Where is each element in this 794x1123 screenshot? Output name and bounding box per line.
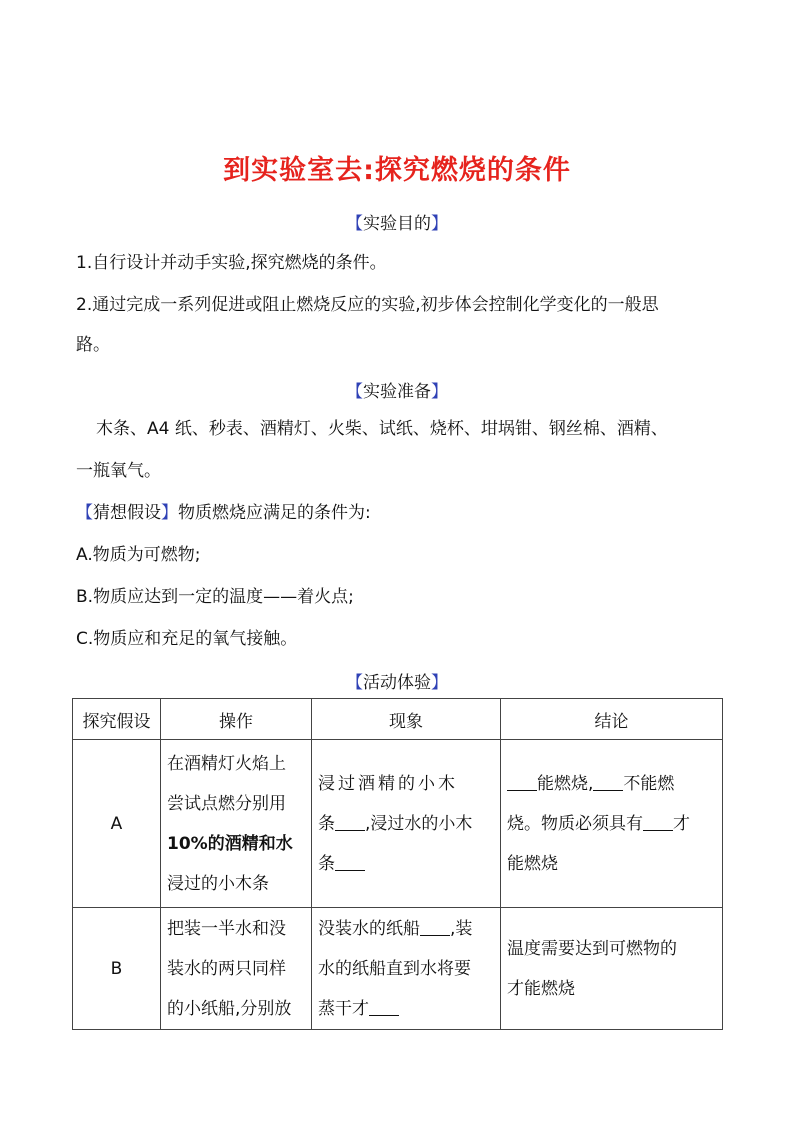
preparation-heading: 【实验准备】 bbox=[346, 382, 448, 402]
row-a-con-text: 不能燃 bbox=[623, 773, 675, 794]
row-b-op-line: 装水的两只同样 bbox=[167, 958, 286, 979]
row-b-ph-line bbox=[318, 989, 494, 1029]
preparation-heading-text: 实验准备 bbox=[363, 382, 431, 402]
answer-blank bbox=[335, 853, 365, 871]
activity-heading-text: 活动体验 bbox=[363, 673, 431, 693]
row-a-op-line: 10%的酒精和水 bbox=[167, 833, 293, 854]
purpose-item-1: 1.自行设计并动手实验,探究燃烧的条件。 bbox=[76, 253, 387, 273]
row-b-phenomenon bbox=[312, 908, 501, 1030]
col-header-hypothesis: 探究假设 bbox=[73, 699, 161, 740]
purpose-heading-text: 实验目的 bbox=[363, 214, 431, 234]
hypothesis-c: C.物质应和充足的氧气接触。 bbox=[76, 629, 298, 649]
answer-blank bbox=[369, 998, 399, 1016]
answer-blank bbox=[420, 918, 450, 936]
hypothesis-intro: 【猜想假设】物质燃烧应满足的条件为: bbox=[76, 503, 371, 523]
row-a-ph-line: 浸过酒精的小木 bbox=[318, 773, 458, 794]
col-header-conclusion: 结论 bbox=[501, 699, 723, 740]
answer-blank bbox=[593, 773, 623, 791]
col-header-phenomenon: 现象 bbox=[312, 699, 501, 740]
row-a-op-line: 在酒精灯火焰上 bbox=[167, 753, 286, 774]
purpose-heading: 【实验目的】 bbox=[346, 214, 448, 234]
activity-heading: 【活动体验】 bbox=[346, 673, 448, 693]
col-header-operation: 操作 bbox=[161, 699, 312, 740]
preparation-line-1: 木条、A4 纸、秒表、酒精灯、火柴、试纸、烧杯、坩埚钳、钢丝棉、酒精、 bbox=[96, 419, 668, 439]
hypothesis-a: A.物质为可燃物; bbox=[76, 545, 201, 565]
table-row bbox=[73, 908, 723, 1030]
activity-table bbox=[72, 698, 723, 1030]
row-b-ph-line bbox=[318, 909, 494, 949]
row-a-con-text: 烧。物质必须具有 bbox=[507, 813, 643, 834]
row-b-op-line: 把装一半水和没 bbox=[167, 918, 286, 939]
row-b-conclusion bbox=[501, 908, 723, 1030]
row-b-con-line: 才能燃烧 bbox=[507, 978, 575, 999]
row-a-con-line: 能燃烧 bbox=[507, 853, 558, 874]
row-a-conclusion bbox=[501, 740, 723, 908]
purpose-item-2-cont: 路。 bbox=[76, 335, 110, 355]
answer-blank bbox=[643, 813, 673, 831]
page-title: 到实验室去:探究燃烧的条件 bbox=[223, 155, 571, 186]
row-a-con-line bbox=[507, 804, 716, 844]
row-a-con-text: 才 bbox=[673, 813, 690, 834]
table-row bbox=[73, 740, 723, 908]
row-b-ph-text: 蒸干才 bbox=[318, 998, 369, 1019]
row-a-con-line bbox=[507, 764, 716, 804]
row-a-con-text: 能燃烧, bbox=[537, 773, 594, 794]
row-b-op-line: 的小纸船,分别放 bbox=[167, 998, 292, 1019]
row-b-con-line: 温度需要达到可燃物的 bbox=[507, 938, 677, 959]
row-a-ph-text: 条 bbox=[318, 853, 335, 874]
row-a-operation bbox=[161, 740, 312, 908]
row-a-ph-line bbox=[318, 844, 494, 884]
purpose-item-2: 2.通过完成一系列促进或阻止燃烧反应的实验,初步体会控制化学变化的一般思 bbox=[76, 295, 659, 315]
row-a-ph-text: ,浸过水的小木 bbox=[365, 813, 473, 834]
hypothesis-heading: 猜想假设 bbox=[93, 503, 161, 523]
row-a-op-line: 尝试点燃分别用 bbox=[167, 793, 286, 814]
row-a-ph-text: 条 bbox=[318, 813, 335, 834]
answer-blank bbox=[335, 813, 365, 831]
hypothesis-b: B.物质应达到一定的温度——着火点; bbox=[76, 587, 354, 607]
row-b-hypothesis: B bbox=[73, 908, 161, 1030]
answer-blank bbox=[507, 773, 537, 791]
row-b-operation bbox=[161, 908, 312, 1030]
row-b-ph-text: ,装 bbox=[450, 918, 473, 939]
preparation-line-2: 一瓶氧气。 bbox=[76, 461, 161, 481]
hypothesis-intro-text: 物质燃烧应满足的条件为: bbox=[178, 503, 371, 523]
row-a-op-line: 浸过的小木条 bbox=[167, 873, 269, 894]
row-a-phenomenon bbox=[312, 740, 501, 908]
row-a-ph-line bbox=[318, 804, 494, 844]
row-b-ph-line: 水的纸船直到水将要 bbox=[318, 958, 471, 979]
row-a-hypothesis: A bbox=[73, 740, 161, 908]
row-b-ph-text: 没装水的纸船 bbox=[318, 918, 420, 939]
table-header-row bbox=[73, 699, 723, 740]
